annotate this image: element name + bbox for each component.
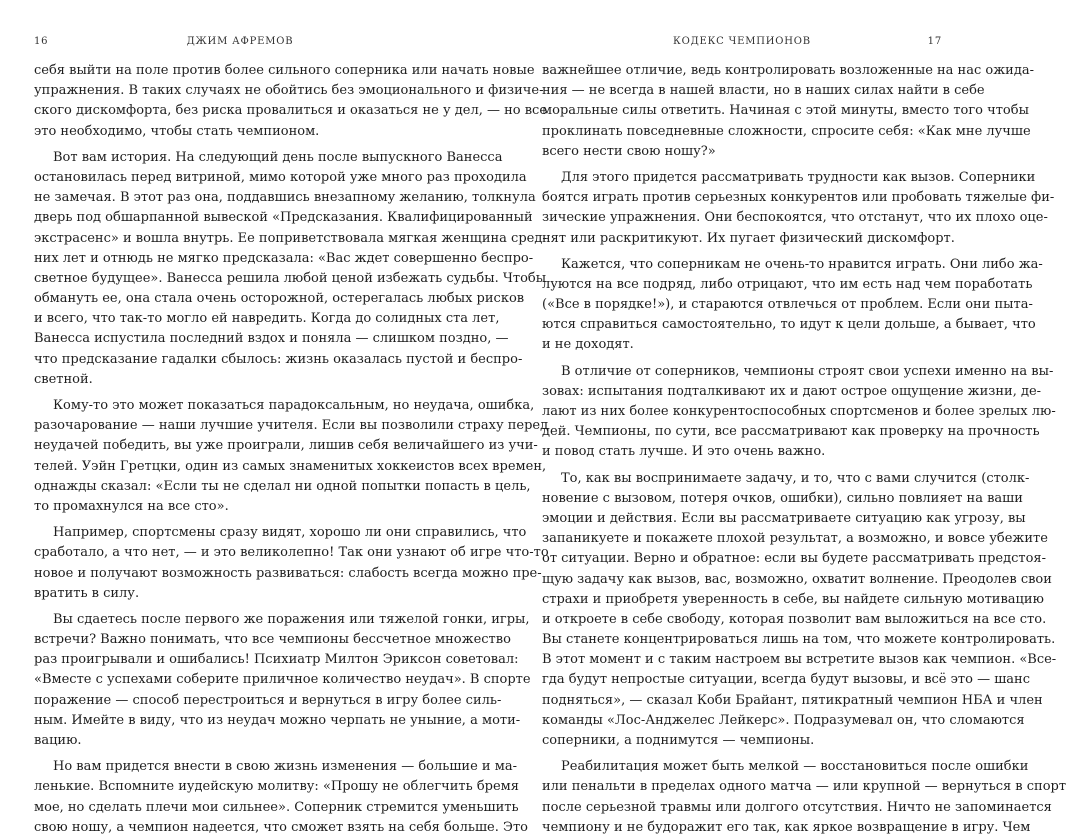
text-line: проклинать повседневные сложности, спросите себя: «Как мне лучше bbox=[542, 123, 1031, 139]
text-line: остановилась перед витриной, мимо которой уже много раз проходила bbox=[34, 169, 527, 185]
text-line: луются на все подряд, либо отрицают, что им есть над чем поработать bbox=[542, 276, 1033, 292]
text-line: Вы сдаетесь после первого же поражения или тяжелой гонки, игры, bbox=[53, 611, 530, 627]
text-line: моральные силы ответить. Начиная с этой минуты, вместо того чтобы bbox=[542, 103, 1029, 119]
text-line: Но вам придется внести в свою жизнь изменения — большие и ма- bbox=[53, 759, 517, 775]
text-line: встречи? Важно понимать, что все чемпионы бессчетное множество bbox=[34, 632, 511, 648]
paragraph bbox=[34, 610, 531, 751]
text-line: В этот момент и с таким настроем вы встретите вызов как чемпион. «Все- bbox=[542, 652, 1057, 668]
left-running-title: ДЖИМ АФРЕМОВ bbox=[186, 36, 294, 47]
paragraph bbox=[542, 757, 1066, 838]
text-line: Кажется, что соперникам не очень-то нравится играть. Они либо жа- bbox=[561, 256, 1043, 272]
text-line: сработало, а что нет, — и это великолепно! Так они узнают об игре что-то bbox=[34, 545, 549, 561]
left-running-head bbox=[34, 36, 446, 50]
text-line: команды «Лос-Анджелес Лейкерс». Подразумевал он, что сломаются bbox=[542, 712, 1025, 728]
text-line: ленькие. Вспомните иудейскую молитву: «Прошу не облегчить бремя bbox=[34, 779, 519, 795]
text-line: не замечая. В этот раз она, поддавшись внезапному желанию, толкнула bbox=[34, 190, 536, 206]
text-line: светной. bbox=[34, 371, 93, 387]
text-line: важнейшее отличие, ведь контролировать возложенные на нас ожида- bbox=[542, 63, 1034, 78]
text-line: подняться», — сказал Коби Брайант, пятикратный чемпион НБА и член bbox=[542, 692, 1043, 708]
text-line: разочарование — наши лучшие учителя. Если вы позволили страху перед bbox=[34, 418, 549, 434]
text-line: соперники, а поднимутся — чемпионы. bbox=[542, 733, 815, 748]
text-line: них лет и отнюдь не мягко предсказала: «Вас ждет совершенно беспро- bbox=[34, 250, 534, 266]
text-line: вацию. bbox=[34, 733, 82, 748]
text-line: («Все в порядке!»), и стараются отвлечься от проблем. Если они пыта- bbox=[542, 297, 1033, 313]
text-line: Например, спортсмены сразу видят, хорошо ли они справились, что bbox=[53, 525, 527, 541]
text-line: упражнения. В таких случаях не обойтись без эмоционального и физиче- bbox=[34, 83, 544, 99]
text-line: щую задачу как вызов, вас, возможно, охватит волнение. Преодолев свои bbox=[542, 571, 1052, 587]
text-line: после серьезной травмы или долгого отсутствия. Ничто не запоминается bbox=[542, 799, 1052, 815]
paragraph bbox=[542, 362, 1056, 463]
paragraph bbox=[34, 148, 547, 390]
text-line: лают из них более конкурентоспособных спортсменов и более зрелых лю- bbox=[542, 404, 1056, 419]
left-page-body bbox=[34, 61, 549, 838]
text-line: Ванесса испустила последний вздох и поняла — слишком поздно, — bbox=[34, 331, 509, 347]
text-line: вратить в силу. bbox=[34, 585, 140, 601]
left-page bbox=[34, 0, 549, 835]
text-line: раз проигрывали и ошибались! Психиатр Милтон Эриксон советовал: bbox=[34, 652, 519, 668]
text-line: эмоции и действия. Если вы рассматриваете ситуацию как угрозу, вы bbox=[542, 510, 1026, 526]
text-line: и всего, что так-то могло ей навредить. Когда до солидных ста лет, bbox=[34, 311, 500, 327]
text-line: и не доходят. bbox=[542, 337, 634, 353]
text-line: боятся играть против серьезных конкурентов или пробовать тяжелые фи- bbox=[542, 190, 1055, 206]
paragraph bbox=[542, 168, 1055, 249]
text-line: телей. Уэйн Гретцки, один из самых знаменитых хоккеистов всех времен, bbox=[34, 458, 547, 474]
text-line: от ситуации. Верно и обратное: если вы будете рассматривать предстоя- bbox=[542, 551, 1046, 567]
text-line: поражение — способ перестроиться и вернуться в игру более силь- bbox=[34, 692, 502, 708]
left-page-number: 16 bbox=[34, 36, 49, 47]
right-running-head bbox=[542, 36, 942, 50]
right-page bbox=[542, 0, 1066, 835]
paragraph bbox=[34, 61, 548, 142]
text-line: себя выйти на поле против более сильного соперника или начать новые bbox=[34, 63, 535, 78]
text-line: это необходимо, чтобы стать чемпионом. bbox=[34, 123, 320, 139]
right-page-number: 17 bbox=[927, 36, 942, 47]
text-line: В отличие от соперников, чемпионы строят свои успехи именно на вы- bbox=[561, 363, 1054, 379]
paragraph bbox=[542, 61, 1034, 162]
text-line: то промахнулся на все сто». bbox=[34, 498, 229, 514]
text-line: дверь под обшарпанной вывеской «Предсказания. Квалифицированный bbox=[34, 210, 533, 226]
text-line: зовах: испытания подталкивают их и дают острое ощущение жизни, де- bbox=[542, 383, 1042, 399]
text-line: То, как вы воспринимаете задачу, и то, что с вами случится (столк- bbox=[561, 470, 1030, 486]
text-line: зические упражнения. Они беспокоятся, что отстанут, что их плохо оце- bbox=[542, 210, 1048, 226]
text-line: экстрасенс» и вошла внутрь. Ее поприветствовала мягкая женщина сред- bbox=[34, 230, 547, 246]
text-line: и повод стать лучше. И это очень важно. bbox=[542, 444, 826, 460]
text-line: или пенальти в пределах одного матча — или крупной — вернуться в спорт bbox=[542, 779, 1066, 795]
text-line: свою ношу, а чемпион надеется, что сможет взять на себя больше. Это bbox=[34, 819, 528, 835]
text-line: неудачей победить, вы уже проиграли, лишив себя величайшего из учи- bbox=[34, 438, 538, 454]
paragraph bbox=[34, 396, 549, 517]
text-line: новение с вызовом, потеря очков, ошибки), сильно повлияет на ваши bbox=[542, 490, 1023, 506]
text-line: страхи и приобретя уверенность в себе, вы найдете сильную мотивацию bbox=[542, 591, 1044, 607]
text-line: мое, но сделать плечи мои сильнее». Соперник стремится уменьшить bbox=[34, 799, 519, 815]
text-line: Кому-то это может показаться парадоксальным, но неудача, ошибка, bbox=[53, 398, 535, 413]
text-line: ния — не всегда в нашей власти, но в наших силах найти в себе bbox=[542, 83, 985, 99]
text-line: обмануть ее, она стала очень осторожной, остерегалась любых рисков bbox=[34, 291, 525, 307]
text-line: что предсказание гадалки сбылось: жизнь оказалась пустой и беспро- bbox=[34, 351, 523, 367]
text-line: светное будущее». Ванесса решила любой ценой избежать судьбы. Чтобы bbox=[34, 270, 547, 286]
text-line: дей. Чемпионы, по сути, все рассматривают как проверку на прочность bbox=[542, 424, 1040, 440]
text-line: всего нести свою ношу?» bbox=[542, 143, 716, 159]
text-line: запаникуете и покажете плохой результат, а возможно, и вовсе убежите bbox=[542, 531, 1048, 547]
paragraph bbox=[542, 255, 1043, 356]
paragraph bbox=[34, 523, 549, 604]
text-line: «Вместе с успехами соберите приличное количество неудач». В спорте bbox=[34, 672, 531, 688]
text-line: нят или раскритикуют. Их пугает физический дискомфорт. bbox=[542, 230, 955, 246]
text-line: ются справиться самостоятельно, то идут к цели дольше, а бывает, что bbox=[542, 317, 1036, 333]
text-line: новое и получают возможность развиваться: слабость всегда можно пре- bbox=[34, 565, 542, 581]
text-line: ным. Имейте в виду, что из неудач можно черпать не уныние, а моти- bbox=[34, 712, 521, 728]
right-page-body bbox=[542, 61, 1066, 838]
text-line: Вы станете концентрироваться лишь на том, что можете контролировать. bbox=[542, 632, 1056, 648]
text-line: Реабилитация может быть мелкой — восстановиться после ошибки bbox=[561, 759, 1029, 775]
text-line: однажды сказал: «Если ты не сделал ни одной попытки попасть в цель, bbox=[34, 478, 531, 494]
text-line: Для этого придется рассматривать трудности как вызов. Соперники bbox=[561, 169, 1036, 185]
text-line: и откроете в себе свободу, которая позволит вам выложиться на все сто. bbox=[542, 611, 1047, 627]
text-line: ского дискомфорта, без риска провалиться и оказаться не у дел, — но все bbox=[34, 103, 548, 119]
paragraph bbox=[34, 757, 528, 838]
paragraph bbox=[542, 469, 1057, 752]
text-line: Вот вам история. На следующий день после выпускного Ванесса bbox=[53, 149, 503, 165]
right-running-title: КОДЕКС ЧЕМПИОНОВ bbox=[673, 36, 811, 47]
text-line: чемпиону и не будоражит его так, как яркое возвращение в игру. Чем bbox=[542, 819, 1031, 835]
text-line: гда будут непростые ситуации, всегда будут вызовы, и всё это — шанс bbox=[542, 672, 1030, 688]
